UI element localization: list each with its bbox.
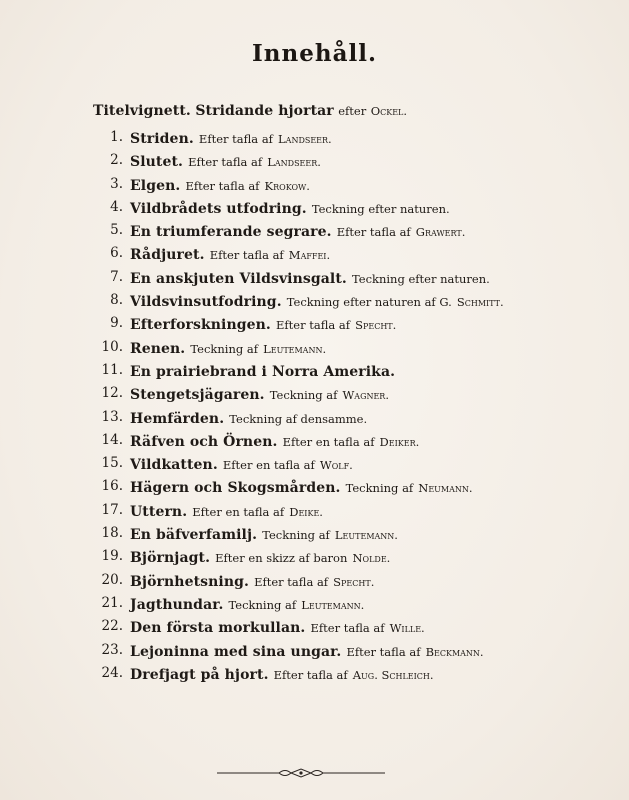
contents-entry xyxy=(0,569,629,592)
entry-artist: Wille. xyxy=(389,621,425,636)
entry-credit: Efter en skizz af baron xyxy=(215,551,348,566)
entry-credit: Teckning af xyxy=(345,481,414,496)
entry-credit: Efter en tafla af xyxy=(222,458,315,473)
entry-number: 5. xyxy=(110,222,123,239)
vignette-artist: Ockel. xyxy=(370,104,408,118)
entry-text xyxy=(130,406,367,431)
contents-list xyxy=(0,126,629,685)
entry-number: 14. xyxy=(101,431,123,448)
entry-title: Drefjagt på hjort. xyxy=(130,666,269,683)
entry-artist: Specht. xyxy=(333,574,375,589)
entry-number: 20. xyxy=(101,571,123,588)
entry-number: 6. xyxy=(110,245,123,262)
entry-title: Den första morkullan. xyxy=(130,620,306,637)
entry-number: 13. xyxy=(101,408,123,425)
entry-number: 11. xyxy=(101,361,123,378)
entry-number: 12. xyxy=(101,385,123,402)
entry-number: 8. xyxy=(110,292,123,309)
entry-credit: Teckning efter naturen. xyxy=(311,201,450,216)
vignette-credit-prefix: efter xyxy=(338,104,367,118)
entry-artist: Deike. xyxy=(289,504,323,519)
entry-number: 4. xyxy=(110,198,123,215)
entry-artist: Aug. Schleich. xyxy=(352,667,434,682)
contents-entry xyxy=(0,336,629,359)
entry-number: 10. xyxy=(101,338,123,355)
entry-title: Räfven och Örnen. xyxy=(130,433,278,450)
entry-credit: Efter en tafla af xyxy=(282,434,375,449)
entry-text xyxy=(130,499,323,524)
entry-title: Jagthundar. xyxy=(130,596,224,613)
contents-entry xyxy=(0,406,629,429)
contents-entry xyxy=(0,639,629,662)
entry-credit: Efter en tafla af xyxy=(192,504,285,519)
entry-text xyxy=(130,569,374,594)
page-title: Innehåll. xyxy=(252,40,377,67)
contents-entry xyxy=(0,522,629,545)
entry-title: En triumferande segrare. xyxy=(130,224,332,241)
entry-credit: Efter tafla af xyxy=(185,178,260,193)
contents-entry xyxy=(0,499,629,522)
entry-title: Slutet. xyxy=(130,154,184,171)
entry-credit: Teckning efter naturen af G. xyxy=(286,295,452,310)
entry-artist: Deiker. xyxy=(379,434,420,449)
contents-entry xyxy=(0,149,629,172)
entry-credit: Efter tafla af xyxy=(273,667,348,682)
entry-title: Vildsvinsutfodring. xyxy=(130,294,282,311)
entry-text xyxy=(130,615,425,640)
entry-number: 7. xyxy=(110,268,123,285)
entry-artist: Landseer. xyxy=(278,132,332,146)
entry-text xyxy=(130,662,434,687)
entry-text xyxy=(130,196,450,221)
entry-credit: Teckning af xyxy=(190,341,258,356)
entry-number: 2. xyxy=(110,152,123,169)
entry-artist: Leutemann. xyxy=(263,341,327,356)
entry-text xyxy=(130,522,398,547)
entry-title: Björnjagt. xyxy=(130,550,211,567)
entry-number: 15. xyxy=(101,455,123,472)
entry-text xyxy=(130,266,490,291)
entry-number: 17. xyxy=(101,501,123,518)
entry-text xyxy=(130,639,484,664)
entry-artist: Wagner. xyxy=(342,388,389,403)
entry-credit: Teckning af xyxy=(228,597,297,612)
entry-artist: Maffei. xyxy=(288,248,331,263)
entry-title: En anskjuten Vildsvinsgalt. xyxy=(130,270,347,287)
entry-credit: Efter tafla af xyxy=(346,644,421,659)
entry-artist: Landseer. xyxy=(267,155,321,170)
entry-title: Elgen. xyxy=(130,177,181,194)
entry-number: 16. xyxy=(101,478,123,495)
contents-entry xyxy=(0,662,629,685)
entry-credit: Teckning af xyxy=(269,388,338,403)
title-vignette-entry xyxy=(93,103,407,119)
entry-title: Stengetsjägaren. xyxy=(130,387,265,404)
entry-text xyxy=(130,126,332,151)
entry-title: Uttern. xyxy=(130,503,188,520)
entry-text xyxy=(130,289,504,314)
entry-text xyxy=(130,149,321,174)
entry-artist: Wolf. xyxy=(319,458,353,473)
entry-number: 22. xyxy=(101,618,123,635)
entry-number: 21. xyxy=(101,594,123,611)
entry-title: Vildkatten. xyxy=(130,457,218,474)
contents-entry xyxy=(0,452,629,475)
entry-number: 9. xyxy=(110,315,123,332)
contents-entry xyxy=(0,382,629,405)
entry-artist: Neumann. xyxy=(418,481,473,496)
contents-entry xyxy=(0,242,629,265)
entry-credit: Efter tafla af xyxy=(275,318,350,333)
entry-number: 18. xyxy=(101,525,123,542)
entry-text xyxy=(130,312,396,337)
contents-entry xyxy=(0,312,629,335)
entry-text xyxy=(130,359,395,384)
contents-entry xyxy=(0,219,629,242)
vignette-label: Titelvignett. xyxy=(93,103,191,119)
entry-title: Hemfärden. xyxy=(130,410,225,427)
contents-entry xyxy=(0,615,629,638)
entry-text xyxy=(130,429,419,454)
entry-title: En bäfverfamilj. xyxy=(130,527,258,544)
entry-text xyxy=(130,382,389,407)
vignette-title: Stridande hjortar xyxy=(195,103,334,119)
entry-text xyxy=(130,219,465,244)
contents-entry xyxy=(0,592,629,615)
contents-entry xyxy=(0,173,629,196)
contents-entry xyxy=(0,359,629,382)
entry-artist: Beckmann. xyxy=(425,644,484,659)
entry-number: 1. xyxy=(110,129,123,145)
entry-number: 3. xyxy=(110,175,123,192)
entry-artist: Grawert. xyxy=(415,225,466,240)
entry-title: Striden. xyxy=(130,131,194,147)
entry-title: Lejoninna med sina ungar. xyxy=(130,643,342,660)
entry-text xyxy=(130,242,330,267)
entry-artist: Leutemann. xyxy=(301,597,365,612)
entry-artist: Nolde. xyxy=(352,551,391,566)
entry-text xyxy=(130,173,310,198)
entry-text xyxy=(130,545,390,570)
entry-title: En prairiebrand i Norra Amerika. xyxy=(130,363,396,380)
entry-title: Vildbrådets utfodring. xyxy=(130,200,307,217)
entry-artist: Specht. xyxy=(355,318,397,333)
entry-credit: Efter tafla af xyxy=(209,248,284,263)
entry-credit: Teckning af xyxy=(262,528,330,543)
entry-credit: Efter tafla af xyxy=(188,155,263,170)
decorative-rule-icon xyxy=(217,766,385,780)
contents-entry xyxy=(0,545,629,568)
entry-credit: Efter tafla af xyxy=(310,621,385,636)
entry-title: Efterforskningen. xyxy=(130,317,271,334)
entry-text xyxy=(130,592,364,617)
entry-title: Hägern och Skogsmården. xyxy=(130,480,341,497)
entry-credit: Efter tafla af xyxy=(254,574,329,589)
entry-credit: Efter tafla af xyxy=(336,225,411,240)
contents-entry xyxy=(0,196,629,219)
entry-title: Björnhetsning. xyxy=(130,573,249,590)
entry-artist: Krokow. xyxy=(264,178,310,193)
entry-text xyxy=(130,475,473,500)
entry-text xyxy=(130,336,326,361)
entry-text xyxy=(130,452,353,477)
entry-credit: Teckning af densamme. xyxy=(229,411,368,426)
contents-entry xyxy=(0,266,629,289)
entry-credit: Teckning efter naturen. xyxy=(351,271,490,286)
contents-entry xyxy=(0,126,629,149)
entry-artist: Schmitt. xyxy=(456,295,504,310)
contents-entry xyxy=(0,289,629,312)
entry-number: 19. xyxy=(101,548,123,565)
entry-title: Rådjuret. xyxy=(130,247,205,264)
entry-title: Renen. xyxy=(130,340,186,357)
entry-number: 23. xyxy=(101,641,123,658)
entry-artist: Leutemann. xyxy=(334,528,398,543)
contents-entry xyxy=(0,429,629,452)
entry-credit: Efter tafla af xyxy=(198,132,273,146)
entry-number: 24. xyxy=(101,664,123,681)
contents-entry xyxy=(0,475,629,498)
